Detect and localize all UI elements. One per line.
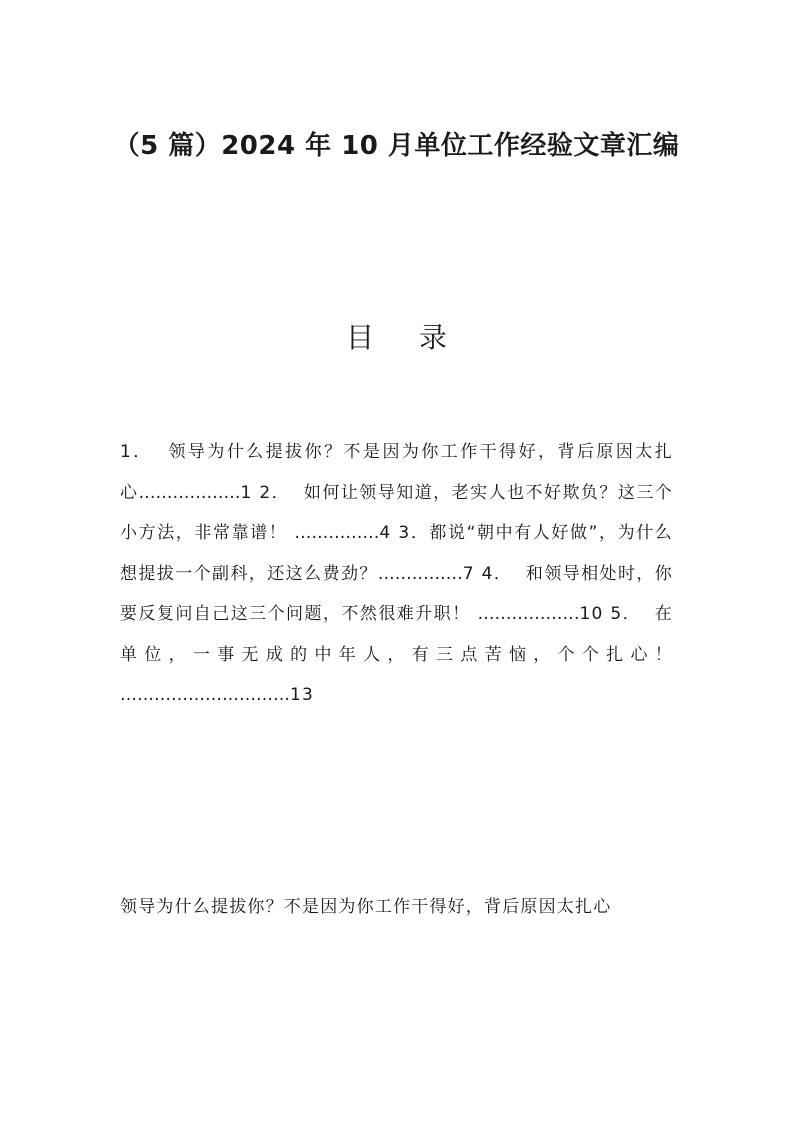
toc-leader-dots: ……………… — [477, 604, 580, 624]
toc-leader-dots: ……………… — [138, 482, 241, 503]
document-title: （5 篇）2024 年 10 月单位工作经验文章汇编 — [113, 131, 680, 161]
table-of-contents — [120, 432, 673, 716]
toc-item-number: 5． — [610, 604, 642, 624]
toc-item-page: 13 — [290, 685, 315, 705]
toc-leader-dots: …………… — [294, 523, 380, 543]
toc-item-number: 2． — [259, 482, 291, 503]
toc-item-text: 在单位，一事无成的中年人，有三点苦恼，个个扎心！ — [120, 604, 673, 665]
toc-item-page: 4 — [379, 523, 392, 543]
toc-leader-dots: ………………………… — [120, 685, 290, 705]
toc-item-text: 和领导相处时，你要反复问自己这三个问题，不然很难升职！ — [120, 563, 673, 624]
toc-item-text: 都说“朝中有人好做”，为什么想提拔一个副科，还这么费劲？ — [120, 523, 673, 584]
toc-item-page: 7 — [462, 563, 475, 584]
toc-item-text: 领导为什么提拔你？不是因为你工作干得好，背后原因太扎心 — [120, 442, 673, 503]
toc-item-number: 1． — [120, 442, 153, 462]
toc-item-number: 3． — [398, 523, 430, 543]
toc-item-number: 4． — [481, 563, 513, 584]
toc-item-text: 如何让领导知道，老实人也不好欺负？这三个小方法，非常靠谱！ — [120, 482, 673, 543]
toc-item-page: 10 — [579, 604, 604, 624]
article-title: 领导为什么提拔你？不是因为你工作干得好，背后原因太扎心 — [120, 897, 612, 917]
toc-item-page: 1 — [240, 482, 253, 503]
toc-leader-dots: …………… — [377, 563, 463, 584]
toc-heading: 目 录 — [346, 321, 465, 354]
